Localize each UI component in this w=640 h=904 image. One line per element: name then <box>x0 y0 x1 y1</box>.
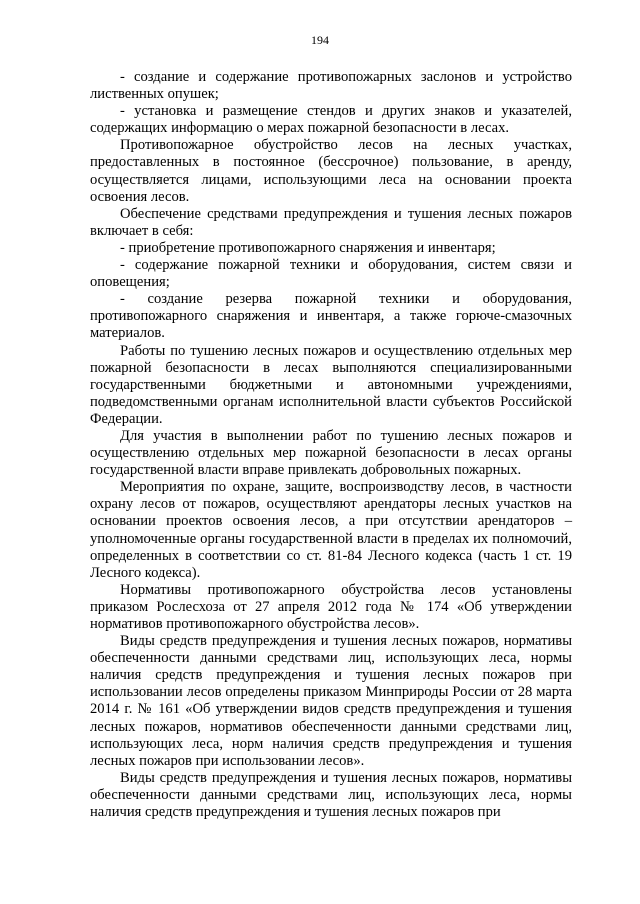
paragraph-norms-order-174: Нормативы противопожарного обустройства лесов установлены приказом Рослесхоза от 27 апреля 2012 года № 174 «Об утверждении нормативов противопожарного обустройства лесов». <box>90 581 572 632</box>
paragraph-order-161: Виды средств предупреждения и тушения лесных пожаров, нормативы обеспеченности данными средствами лиц, использующих леса, нормы наличия средств предупреждения и тушения лесных пожаров при использовании лесов определены приказом Минприроды России от 28 марта 2014 г. № 161 «Об утверждении видов средств предупреждения и тушения лесных пожаров, нормативов обеспеченности данными средствами лиц, использующих леса, норм наличия средств предупреждения и тушения лесных пожаров при использовании лесов». <box>90 633 572 769</box>
paragraph-means-provision: Обеспечение средствами предупреждения и тушения лесных пожаров включает в себя: <box>90 205 572 239</box>
paragraph-firefighting-works: Работы по тушению лесных пожаров и осуществлению отдельных мер пожарной безопасности в лесах выполняются специализированными государственными бюджетными и автономными учреждениями, подведомственными органам исполнительной власти субъектов Российской Федерации. <box>90 342 572 427</box>
paragraph-firebreaks: - создание и содержание противопожарных заслонов и устройство лиственных опушек; <box>90 69 572 103</box>
paragraph-volunteers: Для участия в выполнении работ по тушению лесных пожаров и осуществлению отдельных мер пожарной безопасности в лесах органы государственной власти вправе привлекать добровольных пожарных. <box>90 427 572 479</box>
paragraph-fire-arrangement: Противопожарное обустройство лесов на лесных участках, предоставленных в постоянное (бессрочное) пользование, в аренду, осуществляется лицами, использующими леса на основании проекта освоения лесов. <box>90 137 572 205</box>
paragraph-equipment-purchase: - приобретение противопожарного снаряжения и инвентаря; <box>120 239 496 256</box>
paragraph-equipment-maintenance: - содержание пожарной техники и оборудования, систем связи и оповещения; <box>90 257 572 291</box>
page-number: 194 <box>311 33 329 47</box>
paragraph-stands-signs: - установка и размещение стендов и других знаков и указателей, содержащих информацию о мерах пожарной безопасности в лесах. <box>90 103 572 137</box>
document-body <box>90 69 572 821</box>
paragraph-types-continued: Виды средств предупреждения и тушения лесных пожаров, нормативы обеспеченности данными средствами лиц, использующих леса, нормы наличия средств предупреждения и тушения лесных пожаров при <box>90 769 572 821</box>
paragraph-reserve: - создание резерва пожарной техники и оборудования, противопожарного снаряжения и инвентаря, а также горюче-смазочных материалов. <box>90 291 572 342</box>
paragraph-protection-measures: Мероприятия по охране, защите, воспроизводству лесов, в частности охрану лесов от пожаров, осуществляют арендаторы лесных участков на основании проектов освоения лесов, а при отсутствии арендаторов – уполномоченные органы государственной власти в пределах их полномочий, определенных в соответствии со ст. 81-84 Лесного кодекса (часть 1 ст. 19 Лесного кодекса). <box>90 479 572 581</box>
